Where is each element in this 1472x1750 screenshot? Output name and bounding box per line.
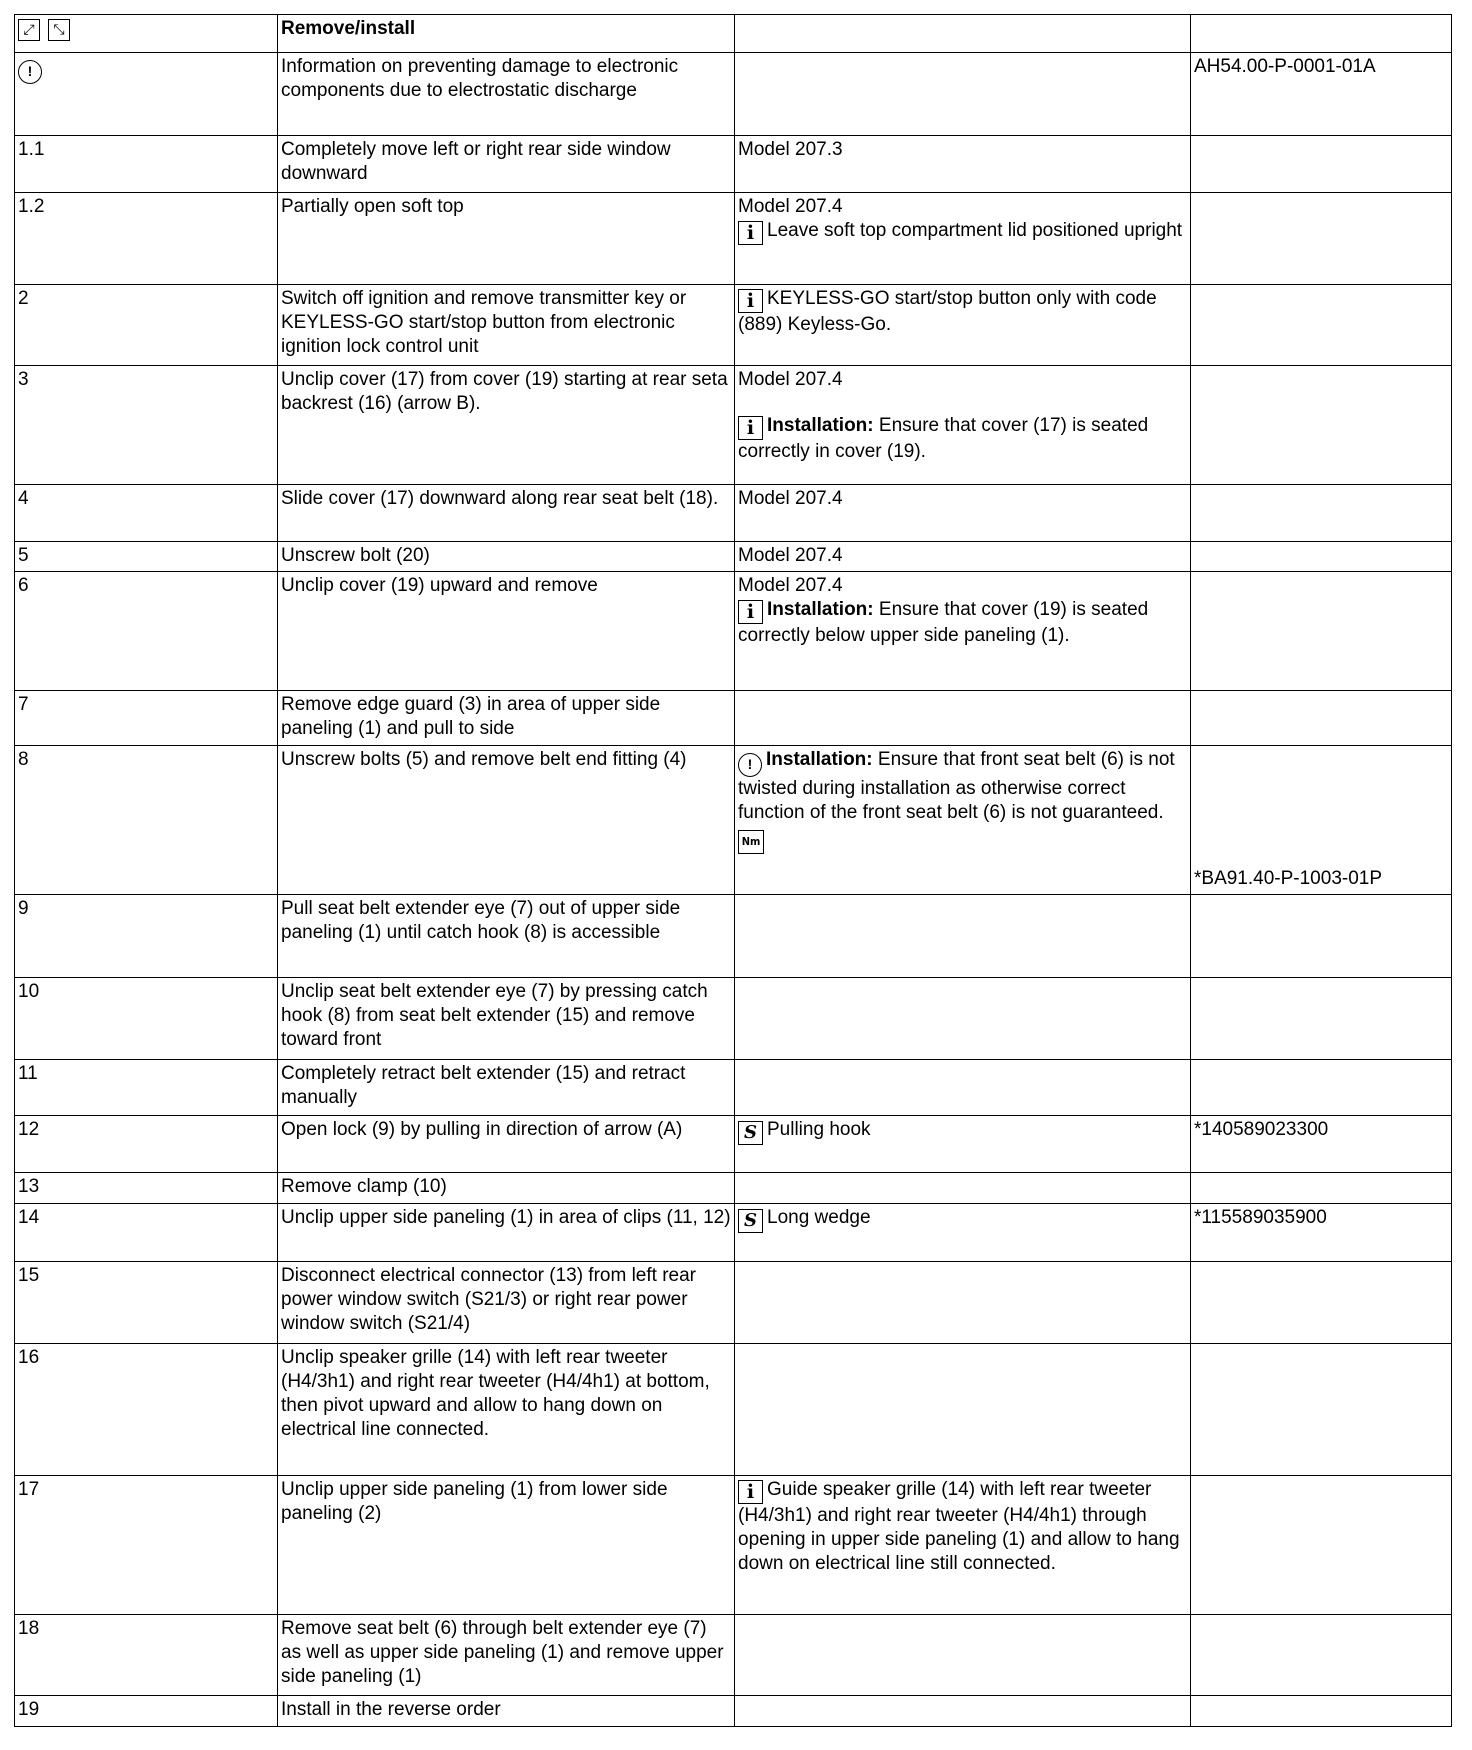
step-number: 1.2 [15,193,278,285]
step-text: Unclip upper side paneling (1) from lower side paneling (2) [278,1476,735,1615]
step-info: Leave soft top compartment lid positioned upright [767,220,1183,241]
step-text: Install in the reverse order [278,1696,735,1727]
step-number: 18 [15,1615,278,1696]
section-title: Remove/install [278,15,735,53]
tool-name: Pulling hook [767,1119,871,1140]
step-number: 2 [15,285,278,366]
step-number: 16 [15,1344,278,1476]
collapse-icon[interactable]: ⤡ [48,19,70,41]
step-install-note: Ensure that cover (19) is seated correctly below upper side paneling (1). [738,599,1149,646]
step-text: Switch off ignition and remove transmitter key or KEYLESS-GO start/stop button from electronic ignition lock control unit [278,285,735,366]
torque-reference-link[interactable]: *BA91.40-P-1003-01P [1194,868,1383,889]
step-info: KEYLESS-GO start/stop button only with code (889) Keyless-Go. [738,288,1157,335]
step-text: Completely move left or right rear side window downward [278,136,735,193]
step-number: 4 [15,485,278,542]
step-number: 17 [15,1476,278,1615]
step-note: Model 207.4 [738,369,843,390]
procedure-table [14,14,1452,1727]
step-number: 8 [15,746,278,895]
step-number: 13 [15,1173,278,1204]
esd-warning-icon: ! [18,60,42,84]
info-icon: i [738,416,763,440]
step-text: Unclip cover (17) from cover (19) starting at rear seta backrest (16) (arrow B). [278,366,735,485]
step-number: 12 [15,1116,278,1173]
step-text: Unscrew bolts (5) and remove belt end fitting (4) [278,746,735,895]
step-note: Model 207.4 [738,575,843,596]
table-row [15,978,1452,1060]
expand-icon[interactable]: ⤢ [18,19,40,41]
step-text: Unscrew bolt (20) [278,542,735,572]
table-row [15,366,1452,485]
step-text: Pull seat belt extender eye (7) out of upper side paneling (1) until catch hook (8) is accessible [278,895,735,978]
step-text: Remove seat belt (6) through belt extender eye (7) as well as upper side paneling (1) and remove upper side paneling (1) [278,1615,735,1696]
table-row [15,193,1452,285]
table-row [15,1344,1452,1476]
info-icon: i [738,289,763,313]
step-number: 9 [15,895,278,978]
step-text: Unclip cover (19) upward and remove [278,572,735,691]
step-text: Unclip upper side paneling (1) in area of clips (11, 12) [278,1204,735,1262]
table-row [15,1696,1452,1727]
step-note: Model 207.4 [735,542,1191,572]
special-tool-icon: S [738,1121,763,1145]
tool-reference-link[interactable]: *115589035900 [1191,1204,1452,1262]
step-text: Remove edge guard (3) in area of upper side paneling (1) and pull to side [278,691,735,746]
table-row [15,285,1452,366]
esd-warning-icon: ! [738,753,762,777]
step-number: 15 [15,1262,278,1344]
table-row [15,1116,1452,1173]
table-row [15,1173,1452,1204]
table-row [15,1060,1452,1116]
step-text: Unclip speaker grille (14) with left rear tweeter (H4/3h1) and right rear tweeter (H4/4h1) at bottom, then pivot upward and allow to hang down on electrical line connected. [278,1344,735,1476]
table-row [15,542,1452,572]
step-note: Model 207.3 [735,136,1191,193]
step-number: 1.1 [15,136,278,193]
step-number: 5 [15,542,278,572]
esd-text: Information on preventing damage to electronic components due to electrostatic discharge [278,53,735,136]
table-row [15,1615,1452,1696]
installation-label: Installation: [767,599,874,620]
table-row [15,1262,1452,1344]
table-row [15,691,1452,746]
info-icon: i [738,600,763,624]
esd-reference-link[interactable]: AH54.00-P-0001-01A [1191,53,1452,136]
step-text: Disconnect electrical connector (13) from left rear power window switch (S21/3) or right rear power window switch (S21/4) [278,1262,735,1344]
table-row [15,895,1452,978]
step-number: 3 [15,366,278,485]
step-info: Guide speaker grille (14) with left rear tweeter (H4/3h1) and right rear tweeter (H4/4h1) through opening in upper side paneling (1) and allow to hang down on electrical line still connected. [738,1479,1180,1574]
torque-icon: Nm [738,830,764,854]
step-number: 7 [15,691,278,746]
table-row [15,136,1452,193]
step-install-note: Ensure that cover (17) is seated correctly in cover (19). [738,415,1149,462]
step-note: Model 207.4 [735,485,1191,542]
step-text: Remove clamp (10) [278,1173,735,1204]
step-number: 6 [15,572,278,691]
step-text: Slide cover (17) downward along rear seat belt (18). [278,485,735,542]
step-note: Model 207.4 [738,196,843,217]
tool-name: Long wedge [767,1207,871,1228]
step-text: Partially open soft top [278,193,735,285]
installation-label: Installation: [767,415,874,436]
installation-label: Installation: [766,749,873,770]
step-text: Open lock (9) by pulling in direction of arrow (A) [278,1116,735,1173]
step-number: 19 [15,1696,278,1727]
info-icon: i [738,221,763,245]
step-text: Unclip seat belt extender eye (7) by pressing catch hook (8) from seat belt extender (15) and remove toward front [278,978,735,1060]
special-tool-icon: S [738,1209,763,1233]
table-row [15,746,1452,895]
table-row [15,1476,1452,1615]
table-row [15,485,1452,542]
step-number: 14 [15,1204,278,1262]
esd-row [15,53,1452,136]
info-icon: i [738,1480,763,1504]
step-text: Completely retract belt extender (15) and retract manually [278,1060,735,1116]
header-row [15,15,1452,53]
tool-reference-link[interactable]: *140589023300 [1191,1116,1452,1173]
step-install-note: Ensure that front seat belt (6) is not twisted during installation as otherwise correct function of the front seat belt (6) is not guaranteed. [738,749,1175,823]
step-number: 10 [15,978,278,1060]
step-number: 11 [15,1060,278,1116]
table-row [15,1204,1452,1262]
table-row [15,572,1452,691]
